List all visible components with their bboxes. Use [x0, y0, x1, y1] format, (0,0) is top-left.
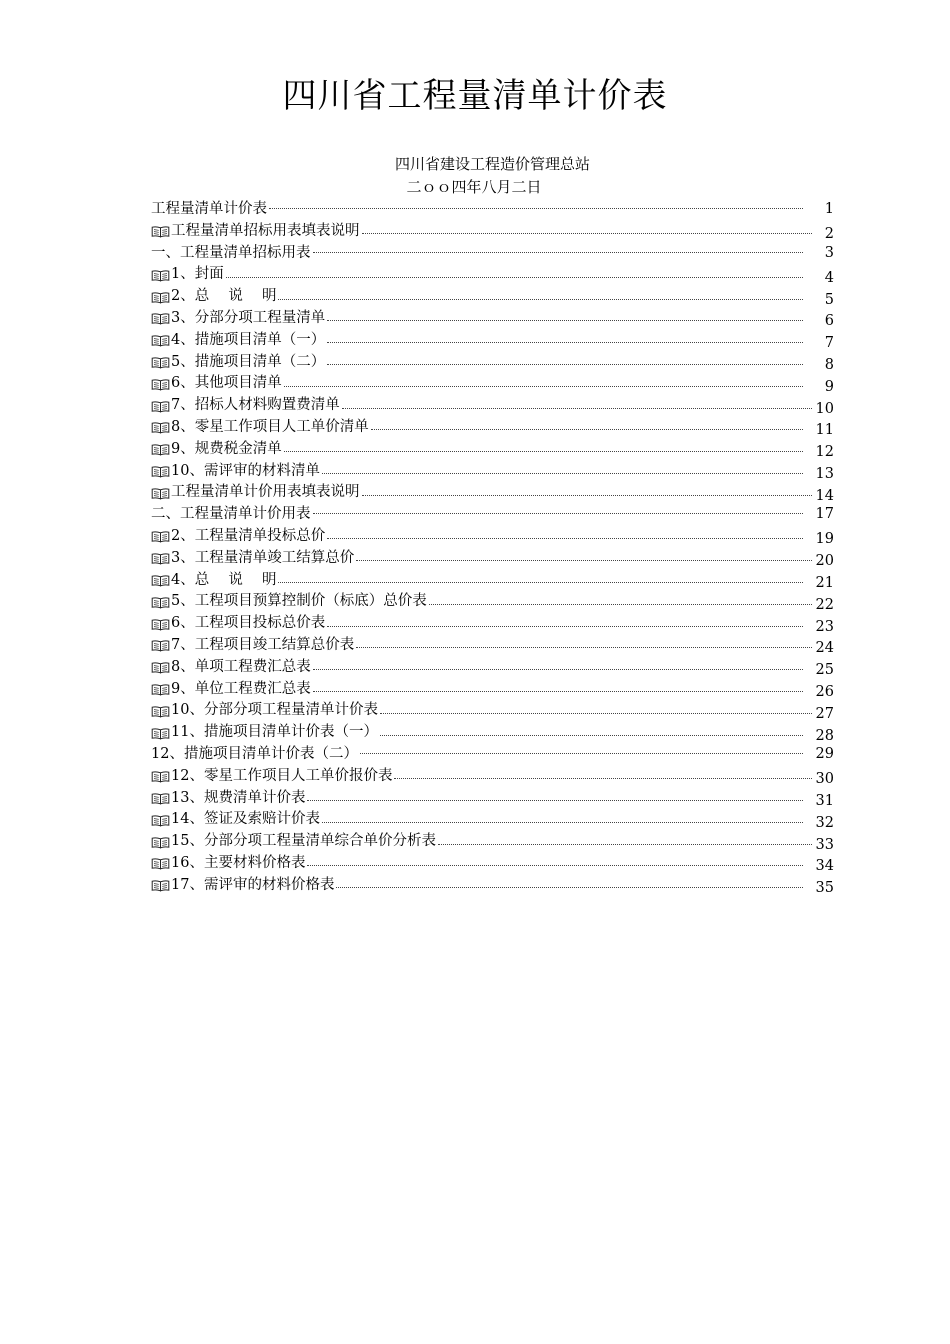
- toc-page-number: 20: [815, 553, 834, 570]
- dot-leader: [327, 342, 803, 343]
- toc-page-number: 7: [824, 335, 834, 352]
- toc-page-number: 29: [815, 745, 834, 762]
- dot-leader: [226, 277, 803, 278]
- toc-entry-label: [151, 766, 392, 788]
- toc-entry-label: [151, 417, 369, 439]
- toc-page-number: 6: [824, 313, 834, 330]
- toc-entry-label: [151, 221, 360, 243]
- toc-entry-text: 4、措施项目清单（一）: [171, 331, 326, 348]
- toc-entry[interactable]: [151, 352, 834, 374]
- toc-entry-text: 6、其他项目清单: [171, 375, 282, 392]
- toc-entry-label: [151, 809, 320, 831]
- toc-entry[interactable]: [151, 635, 834, 657]
- toc-page-number: 35: [815, 880, 834, 897]
- dot-leader: [394, 778, 812, 779]
- dot-leader: [327, 364, 803, 365]
- toc-entry[interactable]: [151, 264, 834, 286]
- dot-leader: [360, 753, 803, 754]
- dot-leader: [438, 844, 812, 845]
- toc-entry-label: [151, 526, 325, 548]
- toc-entry-text: 工程量清单计价表: [151, 201, 267, 217]
- toc-page-number: 12: [815, 444, 834, 461]
- toc-entry-text: 16、主要材料价格表: [171, 854, 306, 871]
- toc-entry-label: [151, 308, 325, 330]
- dot-leader: [322, 473, 803, 474]
- toc-entry[interactable]: [151, 504, 834, 526]
- dot-leader: [429, 604, 812, 605]
- toc-entry-label: [151, 722, 378, 744]
- toc-page-number: 22: [815, 596, 834, 613]
- dot-leader: [269, 208, 803, 209]
- toc-entry-text: 5、措施项目清单（二）: [171, 353, 326, 370]
- toc-entry-text: 8、零星工作项目人工单价清单: [171, 418, 369, 435]
- toc-entry[interactable]: [151, 809, 834, 831]
- toc-entry-label: [151, 831, 436, 853]
- book-icon: [151, 356, 170, 369]
- toc-entry-label: [151, 744, 358, 766]
- book-icon: [151, 639, 170, 652]
- toc-entry[interactable]: [151, 700, 834, 722]
- toc-entry[interactable]: [151, 679, 834, 701]
- toc-entry-label: [151, 461, 320, 483]
- toc-page-number: 14: [815, 487, 834, 504]
- dot-leader: [278, 299, 803, 300]
- toc-entry[interactable]: [151, 548, 834, 570]
- toc-entry-label: [151, 700, 378, 722]
- dot-leader: [327, 320, 803, 321]
- toc-page-number: 23: [815, 618, 834, 635]
- toc-page-number: 4: [824, 269, 834, 286]
- toc-entry-text: 12、措施项目清单计价表（二）: [151, 745, 358, 762]
- book-icon: [151, 814, 170, 827]
- dot-leader: [284, 451, 803, 452]
- toc-entry-text: 9、规费税金清单: [171, 440, 282, 457]
- book-icon: [151, 465, 170, 478]
- toc-page-number: 26: [815, 683, 834, 700]
- toc-entry-label: [151, 199, 267, 221]
- toc-entry[interactable]: [151, 439, 834, 461]
- toc-entry[interactable]: [151, 591, 834, 613]
- toc-entry-label: [151, 504, 311, 526]
- toc-entry[interactable]: [151, 853, 834, 875]
- dot-leader: [313, 513, 804, 514]
- toc-entry-text: 2、总 说 明: [171, 288, 277, 305]
- toc-entry-label: [151, 570, 276, 592]
- toc-entry-text: 10、需评审的材料清单: [171, 462, 320, 479]
- toc-entry-text: 5、工程项目预算控制价（标底）总价表: [171, 593, 427, 610]
- toc-page-number: 31: [815, 792, 834, 809]
- toc-entry[interactable]: [151, 657, 834, 679]
- toc-entry-label: [151, 548, 354, 570]
- dot-leader: [380, 735, 803, 736]
- book-icon: [151, 879, 170, 892]
- toc-entry-label: [151, 679, 311, 701]
- toc-entry[interactable]: [151, 417, 834, 439]
- toc-entry[interactable]: [151, 613, 834, 635]
- toc-page-number: 32: [815, 814, 834, 831]
- book-icon: [151, 683, 170, 696]
- book-icon: [151, 857, 170, 870]
- book-icon: [151, 269, 170, 282]
- dot-leader: [356, 647, 812, 648]
- toc-entry-label: [151, 853, 305, 875]
- book-icon: [151, 487, 170, 500]
- toc-entry-text: 8、单项工程费汇总表: [171, 658, 311, 675]
- toc-entry-label: [151, 591, 427, 613]
- book-icon: [151, 792, 170, 805]
- toc-entry-label: [151, 330, 325, 352]
- toc-entry-text: 6、工程项目投标总价表: [171, 615, 326, 632]
- toc-entry-text: 4、总 说 明: [171, 571, 277, 588]
- toc-entry-text: 7、工程项目竣工结算总价表: [171, 636, 355, 653]
- toc-page-number: 25: [815, 662, 834, 679]
- toc-entry-label: [151, 657, 311, 679]
- toc-entry-text: 10、分部分项工程量清单计价表: [171, 702, 378, 719]
- toc-page-number: 1: [824, 201, 834, 217]
- dot-leader: [278, 582, 803, 583]
- dot-leader: [356, 560, 812, 561]
- toc-entry-text: 17、需评审的材料价格表: [171, 876, 335, 893]
- toc-entry-text: 7、招标人材料购置费清单: [171, 397, 340, 414]
- book-icon: [151, 530, 170, 543]
- toc-entry-label: [151, 613, 325, 635]
- book-icon: [151, 400, 170, 413]
- toc-entry-label: [151, 352, 325, 374]
- toc-entry-text: 工程量清单招标用表填表说明: [171, 222, 360, 239]
- book-icon: [151, 225, 170, 238]
- dot-leader: [371, 429, 803, 430]
- toc-page-number: 9: [824, 378, 834, 395]
- dot-leader: [342, 408, 812, 409]
- toc-entry-label: [151, 243, 311, 265]
- toc-entry-text: 1、封面: [171, 266, 224, 283]
- toc-page-number: 28: [815, 727, 834, 744]
- toc-entry[interactable]: [151, 395, 834, 417]
- book-icon: [151, 727, 170, 740]
- book-icon: [151, 378, 170, 391]
- dot-leader: [336, 887, 803, 888]
- toc-page-number: 34: [815, 858, 834, 875]
- toc-entry[interactable]: [151, 373, 834, 395]
- toc-entry-label: [151, 286, 276, 308]
- issuing-organization: 四川省建设工程造价管理总站: [394, 155, 590, 173]
- toc-page-number: 30: [815, 771, 834, 788]
- toc-entry[interactable]: [151, 482, 834, 504]
- book-icon: [151, 770, 170, 783]
- toc-page-number: 2: [824, 226, 834, 243]
- toc-entry[interactable]: [151, 330, 834, 352]
- toc-entry-label: [151, 439, 282, 461]
- toc-entry-text: 14、签证及索赔计价表: [171, 811, 320, 828]
- toc-entry[interactable]: [151, 788, 834, 810]
- toc-entry-label: [151, 264, 224, 286]
- dot-leader: [327, 538, 803, 539]
- book-icon: [151, 574, 170, 587]
- toc-entry-label: [151, 373, 282, 395]
- dot-leader: [307, 800, 803, 801]
- toc-page-number: 27: [815, 705, 834, 722]
- toc-page-number: 33: [815, 836, 834, 853]
- book-icon: [151, 443, 170, 456]
- dot-leader: [284, 386, 803, 387]
- toc-entry[interactable]: [151, 199, 834, 221]
- document-title: 四川省工程量清单计价表: [282, 76, 668, 116]
- book-icon: [151, 291, 170, 304]
- toc-entry[interactable]: [151, 875, 834, 897]
- book-icon: [151, 334, 170, 347]
- toc-entry-text: 工程量清单计价用表填表说明: [171, 484, 360, 501]
- toc-entry-text: 9、单位工程费汇总表: [171, 680, 311, 697]
- toc-entry-label: [151, 395, 340, 417]
- toc-entry-label: [151, 875, 334, 897]
- toc-page-number: 10: [815, 400, 834, 417]
- toc-entry-label: [151, 635, 354, 657]
- toc-entry[interactable]: [151, 526, 834, 548]
- toc-entry[interactable]: [151, 461, 834, 483]
- toc-entry-text: 3、工程量清单竣工结算总价: [171, 549, 355, 566]
- toc-page-number: 5: [824, 291, 834, 308]
- dot-leader: [380, 713, 812, 714]
- toc-page-number: 24: [815, 640, 834, 657]
- toc-entry-label: [151, 482, 360, 504]
- dot-leader: [313, 669, 803, 670]
- dot-leader: [327, 626, 803, 627]
- toc-page-number: 21: [815, 574, 834, 591]
- toc-entry[interactable]: [151, 570, 834, 592]
- dot-leader: [307, 865, 803, 866]
- toc-entry-text: 15、分部分项工程量清单综合单价分析表: [171, 833, 436, 850]
- toc-page-number: 19: [815, 531, 834, 548]
- toc-entry-text: 13、规费清单计价表: [171, 789, 306, 806]
- toc-entry[interactable]: [151, 308, 834, 330]
- book-icon: [151, 661, 170, 674]
- toc-entry-text: 11、措施项目清单计价表（一）: [171, 724, 378, 741]
- toc-entry-text: 2、工程量清单投标总价: [171, 527, 326, 544]
- toc-entry[interactable]: [151, 286, 834, 308]
- book-icon: [151, 596, 170, 609]
- toc-entry-text: 二、工程量清单计价用表: [151, 506, 311, 523]
- table-of-contents: [151, 199, 834, 897]
- toc-entry[interactable]: [151, 722, 834, 744]
- book-icon: [151, 312, 170, 325]
- toc-entry-text: 一、工程量清单招标用表: [151, 244, 311, 261]
- issue-date: 二ｏｏ四年八月二日: [406, 178, 542, 196]
- book-icon: [151, 836, 170, 849]
- toc-page-number: 11: [815, 422, 834, 439]
- toc-entry[interactable]: [151, 243, 834, 265]
- toc-page-number: 3: [824, 244, 834, 261]
- book-icon: [151, 552, 170, 565]
- toc-entry-text: 3、分部分项工程量清单: [171, 309, 326, 326]
- book-icon: [151, 618, 170, 631]
- toc-entry-text: 12、零星工作项目人工单价报价表: [171, 767, 393, 784]
- toc-entry[interactable]: [151, 766, 834, 788]
- dot-leader: [322, 822, 803, 823]
- dot-leader: [362, 495, 813, 496]
- book-icon: [151, 421, 170, 434]
- book-icon: [151, 705, 170, 718]
- toc-page-number: 8: [824, 356, 834, 373]
- toc-page-number: 17: [815, 506, 834, 523]
- toc-page-number: 13: [815, 465, 834, 482]
- toc-entry-label: [151, 788, 305, 810]
- dot-leader: [313, 691, 803, 692]
- toc-entry[interactable]: [151, 221, 834, 243]
- toc-entry[interactable]: [151, 744, 834, 766]
- toc-entry[interactable]: [151, 831, 834, 853]
- dot-leader: [313, 252, 804, 253]
- dot-leader: [362, 233, 813, 234]
